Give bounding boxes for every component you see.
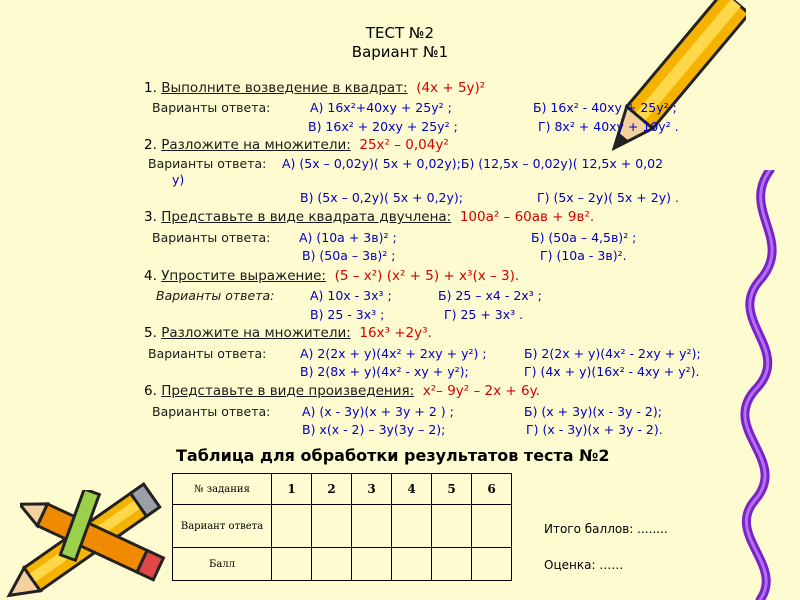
- question-2: 2. Разложите на множители: 25x² – 0,04y²: [144, 137, 449, 153]
- variant-cell-2[interactable]: [312, 505, 352, 548]
- q6-option-d: Г) (x - 3y)(x + 3y - 2).: [526, 422, 663, 437]
- score-cell-6[interactable]: [472, 548, 512, 581]
- score-cell-4[interactable]: [392, 548, 432, 581]
- total-score-label: Итого баллов: ........: [544, 522, 668, 536]
- column-header-2: 2: [312, 474, 352, 505]
- results-table: [172, 473, 512, 581]
- q3-option-b: Б) (50a – 4,5в)² ;: [531, 230, 637, 245]
- column-header-6: 6: [472, 474, 512, 505]
- score-cell-2[interactable]: [312, 548, 352, 581]
- task-number-header: № задания: [173, 474, 272, 505]
- q1-variants-label: Варианты ответа:: [152, 100, 271, 115]
- question-3: 3. Представьте в виде квадрата двучлена: 100a² – 60aв + 9в².: [144, 209, 595, 225]
- variant-title: Вариант №1: [351, 43, 449, 61]
- results-table-title: Таблица для обработки результатов теста №2: [176, 446, 610, 465]
- q1-option-b: Б) 16x² - 40xy + 25y² ;: [533, 100, 677, 115]
- q2-option-ab: А) (5x – 0,02y)( 5x + 0,02y);Б) (12,5x – 0,02y)( 12,5x + 0,02: [282, 156, 664, 171]
- q3-variants-label: Варианты ответа:: [152, 230, 271, 245]
- q4-variants-label: Варианты ответа:: [156, 288, 275, 303]
- test-title: ТЕСТ №2: [365, 24, 435, 42]
- q6-option-c: В) x(x - 2) – 3y(3y – 2);: [302, 422, 446, 437]
- q2-option-c: В) (5x – 0,2y)( 5x + 0,2y);: [300, 190, 463, 205]
- pencil-bottom-left-2-icon: [20, 490, 180, 600]
- column-header-4: 4: [392, 474, 432, 505]
- column-header-3: 3: [352, 474, 392, 505]
- column-header-1: 1: [272, 474, 312, 505]
- q5-option-b: Б) 2(2x + y)(4x² - 2xy + y²);: [524, 346, 701, 361]
- q5-option-a: А) 2(2x + y)(4x² + 2xy + y²) ;: [300, 346, 487, 361]
- q3-option-a: А) (10a + 3в)² ;: [299, 230, 397, 245]
- table-row-score: [173, 548, 512, 581]
- q5-option-d: Г) (4x + y)(16x² - 4xy + y²).: [524, 364, 700, 379]
- variant-cell-1[interactable]: [272, 505, 312, 548]
- variant-cell-3[interactable]: [352, 505, 392, 548]
- q5-option-c: В) 2(8x + y)(4x² - xy + y²);: [300, 364, 469, 379]
- score-cell-3[interactable]: [352, 548, 392, 581]
- q2-option-ab-cont: y): [172, 172, 185, 187]
- table-header-row: [173, 474, 512, 505]
- question-4: 4. Упростите выражение: (5 – x²) (x² + 5) + x³(x – 3).: [144, 268, 520, 284]
- question-1: 1. Выполните возведение в квадрат: (4x + 5y)²: [144, 80, 486, 96]
- variant-row-label: Вариант ответа: [173, 505, 272, 548]
- table-row-variant: [173, 505, 512, 548]
- q1-option-d: Г) 8x² + 40xy + 10y² .: [538, 119, 679, 134]
- score-cell-5[interactable]: [432, 548, 472, 581]
- q5-variants-label: Варианты ответа:: [148, 346, 267, 361]
- q1-option-a: А) 16x²+40xy + 25y² ;: [310, 100, 452, 115]
- variant-cell-5[interactable]: [432, 505, 472, 548]
- q1-option-c: В) 16x² + 20xy + 25y² ;: [308, 119, 458, 134]
- question-5: 5. Разложите на множители: 16x³ +2y³.: [144, 325, 432, 341]
- swirl-ribbon-icon: [700, 170, 800, 600]
- variant-cell-4[interactable]: [392, 505, 432, 548]
- question-6: 6. Представьте в виде произведения: x²– 9y² – 2x + 6y.: [144, 383, 540, 399]
- q6-option-b: Б) (x + 3y)(x - 3y - 2);: [524, 404, 662, 419]
- q2-option-d: Г) (5x – 2y)( 5x + 2y) .: [537, 190, 679, 205]
- q6-variants-label: Варианты ответа:: [152, 404, 271, 419]
- grade-label: Оценка: ……: [544, 558, 624, 572]
- q4-option-d: Г) 25 + 3x³ .: [444, 307, 524, 322]
- q3-option-d: Г) (10a - 3в)².: [540, 248, 627, 263]
- q4-option-c: В) 25 - 3x³ ;: [310, 307, 385, 322]
- q4-option-b: Б) 25 – x4 - 2x³ ;: [438, 288, 542, 303]
- q4-option-a: А) 10x - 3x³ ;: [310, 288, 392, 303]
- q2-variants-label: Варианты ответа:: [148, 156, 267, 171]
- score-row-label: Балл: [173, 548, 272, 581]
- q3-option-c: В) (50a – 3в)² ;: [302, 248, 396, 263]
- score-cell-1[interactable]: [272, 548, 312, 581]
- variant-cell-6[interactable]: [472, 505, 512, 548]
- column-header-5: 5: [432, 474, 472, 505]
- q6-option-a: А) (x - 3y)(x + 3y + 2 ) ;: [302, 404, 454, 419]
